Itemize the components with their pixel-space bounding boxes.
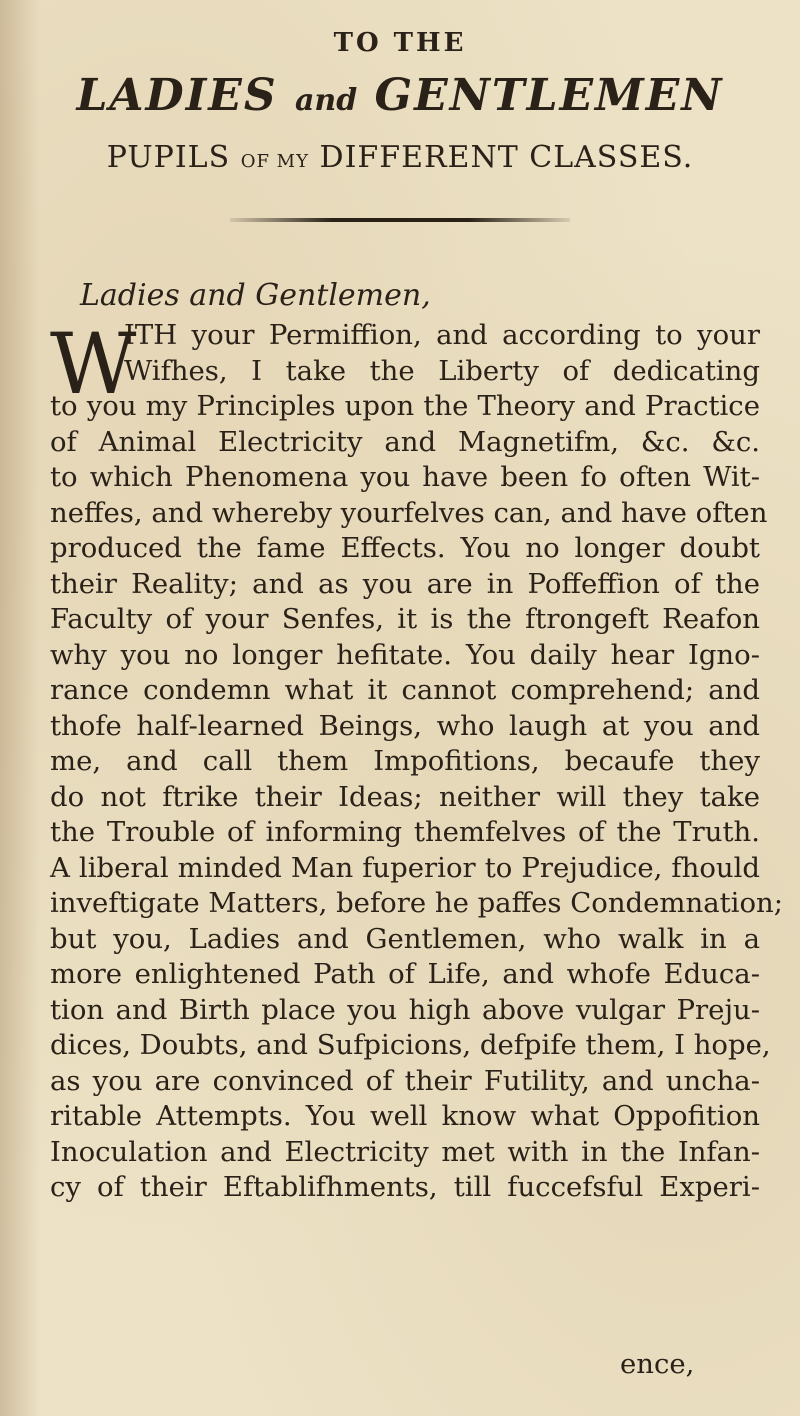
heading-pupils: PUPILS <box>106 140 231 175</box>
text-line: to which Phenomena you have been fo often Wit- <box>50 461 760 493</box>
ornamental-rule <box>230 218 570 222</box>
text-line: neffes, and whereby yourfelves can, and have often <box>50 496 768 529</box>
page-gutter-shadow <box>0 0 40 1416</box>
text-line: inveftigate Matters, before he paffes Condemnation; <box>50 887 783 919</box>
text-line: produced the fame Effects. You no longer doubt <box>50 532 760 564</box>
heading-and: and <box>294 83 358 118</box>
text-line: of Animal Electricity and Magnetifm, &c. &c. <box>50 425 760 458</box>
text-line: the Trouble of informing themfelves of the Truth. <box>50 816 760 848</box>
text-line: why you no longer hefitate. You daily hear Igno- <box>50 638 760 671</box>
text-line: dices, Doubts, and Sufpicions, defpife them, I hope, <box>50 1029 771 1061</box>
text-line: their Reality; and as you are in Poffeffion of the <box>50 567 760 600</box>
text-line: Faculty of your Senfes, it is the ftrongeft Reafon <box>50 603 760 635</box>
salutation: Ladies and Gentlemen, <box>80 278 431 313</box>
heading-of-my: OF MY <box>240 151 309 172</box>
text-line: Wifhes, I take the Liberty of dedicating <box>124 354 760 387</box>
heading-to-the: TO THE <box>333 28 467 58</box>
text-line: but you, Ladies and Gentlemen, who walk in a <box>50 922 760 955</box>
text-line: ITH your Permiffion, and according to your <box>124 319 760 351</box>
text-line: A liberal minded Man fuperior to Prejudice, fhould <box>50 851 760 884</box>
drop-cap: W <box>50 315 137 413</box>
text-line: tion and Birth place you high above vulgar Preju- <box>50 993 760 1026</box>
text-line: Inoculation and Electricity met with in the Infan- <box>50 1135 760 1168</box>
dedication-body <box>50 315 783 1206</box>
heading-different-classes: DIFFERENT CLASSES. <box>319 140 694 175</box>
heading-ladies: LADIES <box>76 70 278 121</box>
text-line: do not ftrike their Ideas; neither will they take <box>50 780 760 813</box>
text-line: to you my Principles upon the Theory and Practice <box>50 390 760 422</box>
text-line: ritable Attempts. You well know what Oppofition <box>50 1100 760 1132</box>
text-line: as you are convinced of their Futility, and uncha- <box>50 1064 760 1097</box>
heading-subtitle <box>0 140 800 175</box>
text-line: me, and call them Impofitions, becaufe they <box>50 745 760 777</box>
catchword: ence, <box>620 1348 695 1380</box>
text-line: thofe half-learned Beings, who laugh at you and <box>50 709 760 742</box>
text-line: more enlightened Path of Life, and whofe Educa- <box>50 958 760 990</box>
heading-title <box>0 70 800 121</box>
text-line: rance condemn what it cannot comprehend; and <box>50 674 760 706</box>
text-line: cy of their Eftablifhments, till fuccefsful Experi- <box>50 1171 760 1203</box>
heading-gentlemen: GENTLEMEN <box>374 70 724 121</box>
